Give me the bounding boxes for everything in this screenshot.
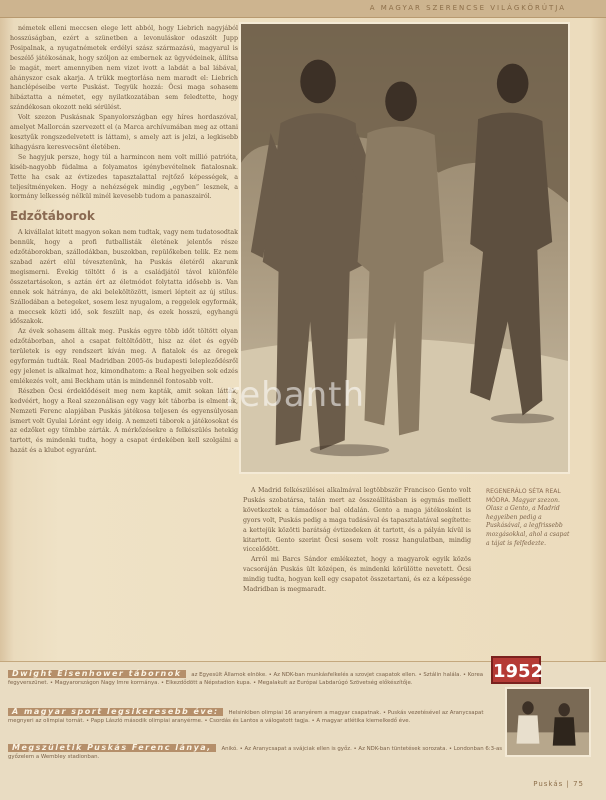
body-paragraph: A kivállalat kitett magyon sokan nem tudtak, vagy nem tudatosodtak bennük, hogy a profi futballisták életének jelentős része edzőtáborokban, szállodákban, buszokban, repülőkeben telik. Ez nem szabad azért elül tévesztenünk, ha Puskás életéről akarunk megismerni. Évekig töltött ő is a családjától távol különféle összetartásokon, s aztán ért az életmódot folytatta idősebb is. Van ennek sok hátránya, de aki beleköltözött, ismeri lépteit az új stílus. Szállodában a betegeket, sosem lesz nyugalom, a reggelek egyformák, a meccsek közti idő, sok feszült nap, és ezek hosszú, egyhangú időszakok. (10, 229, 238, 326)
middle-text-column (243, 486, 471, 661)
timeline-text: az Egyesült Államok elnöke. • Az NDK-ban munkásfelkelés a szovjet csapatok ellen. • Sztálin halála. • Korea fegyverszünet. • Magyarországon Nagy Imre kormánya. • Elkezdődött a Népstadion kupa. • Megalakult az Európai Labdarúgó Szövetség előkészítője. (8, 672, 484, 686)
page-footer: Puskás | 75 (533, 780, 584, 788)
year-badge: 1952 (491, 656, 541, 684)
timeline-row (8, 744, 508, 761)
running-title: A MAGYAR SZERENCSE VILÁGKÖRÚTJA (369, 4, 566, 12)
section-heading: Edzőtáborok (10, 209, 95, 224)
running-header-bar (0, 0, 606, 18)
body-paragraph: Se hagyjuk persze, hogy túl a harmincon nem volt millió patrióta, kiséb-nagyobb fúdalma a folyamatos igénybevételnek fiatalosnak. Tette ha csak az évtizedes tapasztalattal rejtőző képességek, a teljesítményeken. Hogy a nehézségek mindig „egyben” lesznek, a kormány lelkesség nélkül minél kevesebb tudom a panaszairól. (10, 153, 238, 201)
small-photo-illustration (507, 689, 589, 755)
caption-title: REGENERÁLO SÉTA REAL MÓDRA. (486, 488, 561, 504)
timeline-row (8, 670, 508, 687)
body-paragraph: Az évek sohasem álltak meg. Puskás egyre több időt töltött olyan edzőtáborban, ahol a csapat feltöltődött, hisz az élet és egyéb területek is egy rendszert kíván meg. A fiatalok és az öregek egyformán tudták. Real Madridban 2005-ös budapesti lelepleződésről egy jelenet is alkalmat hoz, kimondhatom: a Real hegyeiben sok edzés emlékezés volt, ami Beckham után is mindennél fontosabb volt. (10, 328, 238, 385)
body-paragraph: németek elleni meccsen elege lett abból, hogy Liebrich nagyjából hosszúságban, ezért a szünetben a levonuláskor odaszólt Jupp Posipalnak, a nyugatnémetek erdélyi szász származású, magyarul is beszélő játékosának, hogy szóljon az embernek az ügyvédeinek, állítsa le magát, mert amennyiben nem vizet ivott a labdát a bal lábával, ahányszor csak akarja. A trükk megtorlása nem maradt el: Liebrich hanclépéseibe verte Puskást. Tegyük hozzá: Öcsi maga sohasem hibáztatta a németet, egy nyilatkozatában sem feledtette, hogy szándékosan okozott neki sérülést. (10, 25, 238, 112)
timeline-heading: Megszületik Puskás Ferenc lánya, (8, 744, 216, 752)
watermark-text: rebanth (225, 375, 365, 415)
body-paragraph: Volt szezon Puskásnak Spanyolországban egy híres hordaszóval, amelyet Mallorcán szervezett el (a Marca archívumában meg az ottani kesztyűk rongszedelvetett is láttam), s amely azt is jelzi, a legkisebb kihagyásra keresvecsönt életében. (10, 114, 238, 151)
timeline-heading: A magyar sport legsikeresebb éve: (8, 708, 223, 716)
timeline-text: Helsinkiben olimpiai 16 aranyérem a magyar csapatnak. • Puskás vezetésével az Aranycsapat megnyeri az olimpiai tornát. • Papp László második olimpiai aranyérme. • Csordás és Lantos a válogatott tagja. • A magyar atlétika kiemelkedő éve. (8, 710, 484, 724)
timeline-text: Anikó. • Az Aranycsapat a svájciak ellen is győz. • Az NDK-ban tüntetések sorozata. • Londonban 6:3-as győzelem a Wembley stadionban. (8, 746, 503, 760)
caption-text: Magyar szezon. Olasz a Gento, a Madrid hegyeiben pedig a Puskásával, a legfrissebb mozgásokkal, ahol a csapat a tájat is felfedezte. (486, 496, 570, 547)
timeline-heading: Dwight Eisenhower tábornok (8, 670, 186, 678)
photo-caption (486, 488, 574, 548)
left-text-column (10, 24, 238, 644)
body-paragraph: Részben Öcsi érdeklődéseit meg nem kapták, amit sokan látták, kedvéért, hogy a Real szezonálisan egy vagy két táborba is elmentek, Nemzeti Ferenc alapjában Puskás játékosa teljesen és egyensúlyosan ismert volt Gyulai Lóránt egy ideig. A nemzeti táborok a játékosokat és az edzőket egy tömbbe zárták. A mérkőzésekre a felkészülés hetekig tartott, és mindenki tudta, hogy a csapat érdekében kell szolgálni a hazát és a klubot egyaránt. (10, 387, 238, 455)
body-paragraph: Arról mi Barcs Sándor emlékeztet, hogy a magyarok egyik közös vacsoráján Puskás ült középen, és mindenki körülötte nevetett. Öcsi mindig tudta, hogyan kell egy csapatot összetartani, és ez a képessége Madridban is megmaradt. (243, 556, 471, 594)
small-photo (505, 687, 591, 757)
body-paragraph: A Madrid felkészülései alkalmával legtöbbször Francisco Gento volt Puskás szobatársa, talán mert az összeállításban is egymás mellett következtek a támadósor bal oldalán. Gento a maga játékosként is gyors volt, Puskás pedig a maga tudásával és tapasztalatával segítette: a kettejük közötti barátság évtizedeken át tartott, és a pályán kívül is kitartott. Gento szerint Öcsi sosem volt rossz hangulatban, mindig viccelődött. (243, 487, 471, 554)
timeline-row (8, 708, 508, 725)
